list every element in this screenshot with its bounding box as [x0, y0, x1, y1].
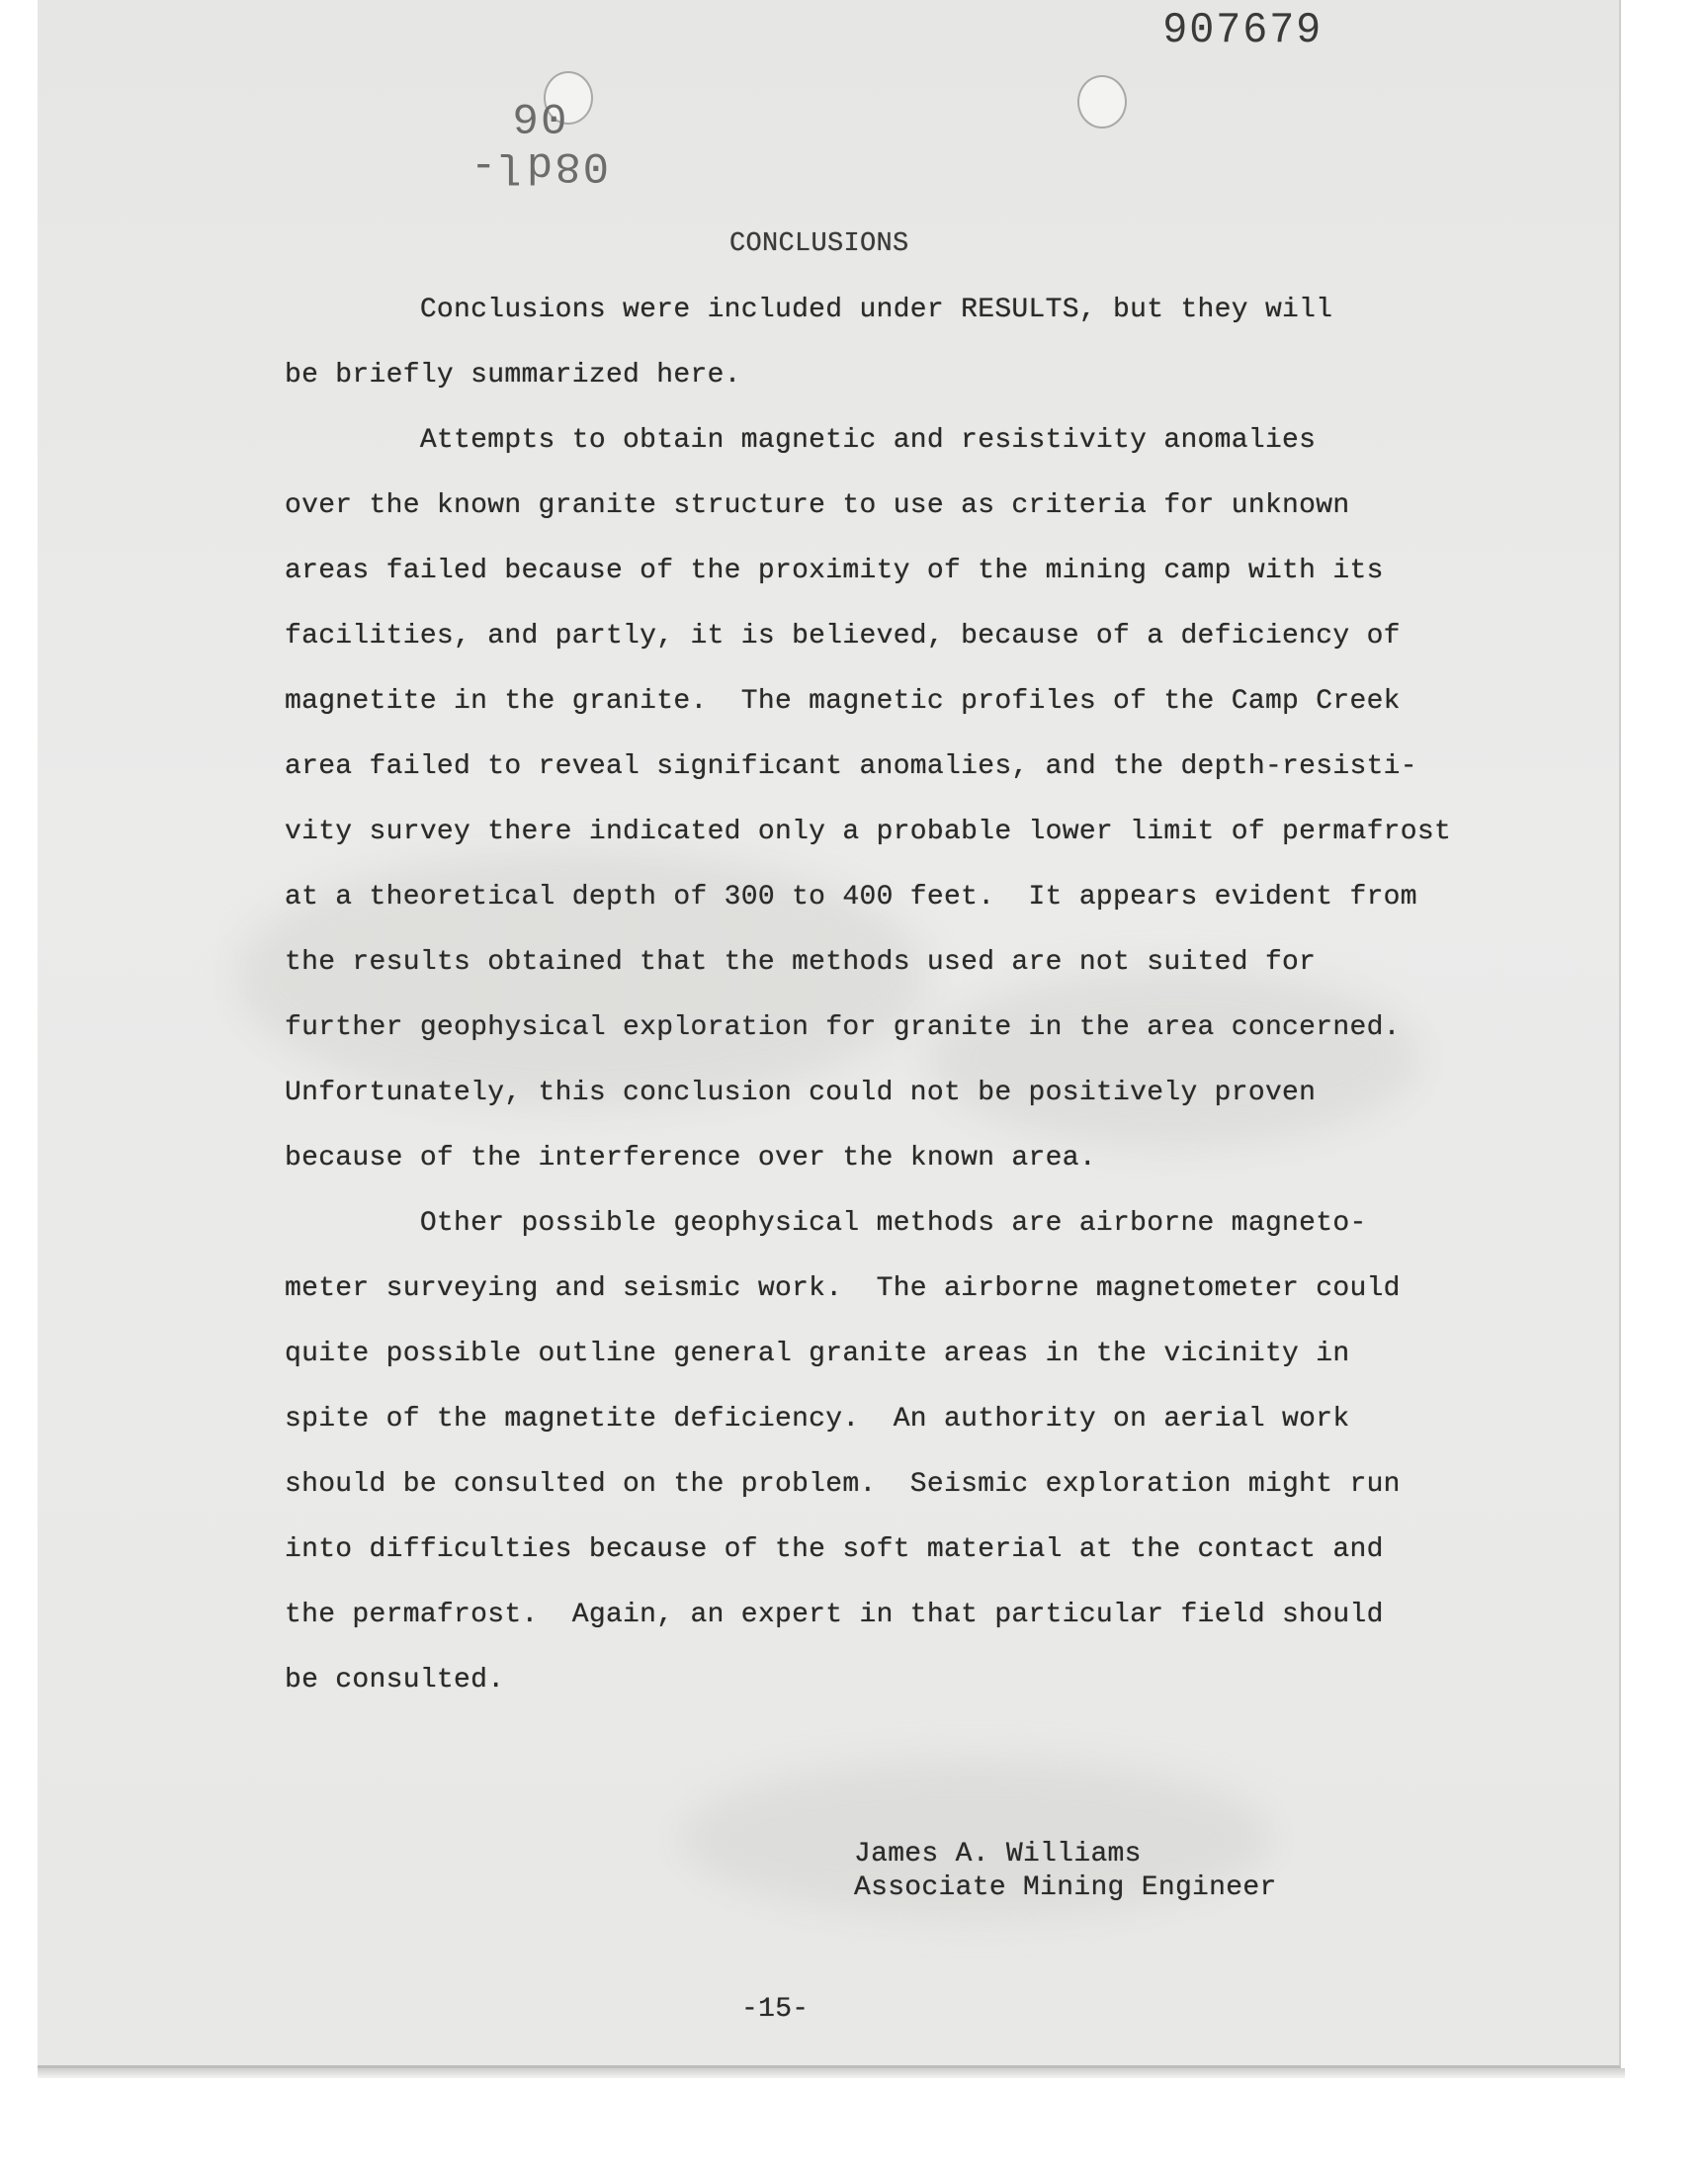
- document-number-stamp: 907679: [1162, 6, 1324, 55]
- file-number-stamp: 08dl-06: [468, 91, 610, 190]
- punch-hole-right: [1077, 75, 1127, 129]
- signature-title: Associate Mining Engineer: [854, 1872, 1277, 1903]
- page-bottom-shadow: [38, 2068, 1625, 2078]
- paragraph-2-line: the results obtained that the methods used are not suited for: [285, 947, 1317, 978]
- paragraph-3-line: spite of the magnetite deficiency. An authority on aerial work: [285, 1404, 1350, 1435]
- paragraph-2-line: over the known granite structure to use as criteria for unknown: [285, 490, 1350, 521]
- paragraph-1-line: be briefly summarized here.: [285, 360, 741, 391]
- page-number: -15-: [741, 1994, 810, 2025]
- paragraph-3-line: into difficulties because of the soft material at the contact and: [285, 1534, 1384, 1565]
- paragraph-3-line: Other possible geophysical methods are airborne magneto-: [285, 1208, 1367, 1239]
- paragraph-2-line: magnetite in the granite. The magnetic profiles of the Camp Creek: [285, 686, 1401, 717]
- paragraph-2-line: facilities, and partly, it is believed, because of a deficiency of: [285, 621, 1401, 652]
- paragraph-2-line: areas failed because of the proximity of the mining camp with its: [285, 556, 1384, 586]
- paragraph-3-line: meter surveying and seismic work. The airborne magnetometer could: [285, 1273, 1401, 1304]
- signature-name: James A. Williams: [854, 1839, 1142, 1870]
- paragraph-3-line: should be consulted on the problem. Seismic exploration might run: [285, 1469, 1401, 1500]
- paragraph-2-line: at a theoretical depth of 300 to 400 feet. It appears evident from: [285, 882, 1417, 913]
- paragraph-3-line: be consulted.: [285, 1665, 505, 1696]
- scan-smudge: [927, 969, 1421, 1147]
- paragraph-2-line: further geophysical exploration for granite in the area concerned.: [285, 1012, 1401, 1043]
- section-heading: CONCLUSIONS: [729, 229, 909, 259]
- paragraph-3-line: the permafrost. Again, an expert in that particular field should: [285, 1600, 1384, 1630]
- paragraph-2-line: Attempts to obtain magnetic and resistivity anomalies: [285, 425, 1317, 456]
- paragraph-2-line: because of the interference over the known area.: [285, 1143, 1096, 1174]
- paragraph-3-line: quite possible outline general granite areas in the vicinity in: [285, 1339, 1350, 1369]
- paragraph-1-line: Conclusions were included under RESULTS, but they will: [285, 295, 1333, 325]
- paragraph-2-line: area failed to reveal significant anomalies, and the depth-resisti-: [285, 751, 1417, 782]
- paragraph-2-line: Unfortunately, this conclusion could not be positively proven: [285, 1078, 1317, 1108]
- paragraph-2-line: vity survey there indicated only a probable lower limit of permafrost: [285, 817, 1452, 847]
